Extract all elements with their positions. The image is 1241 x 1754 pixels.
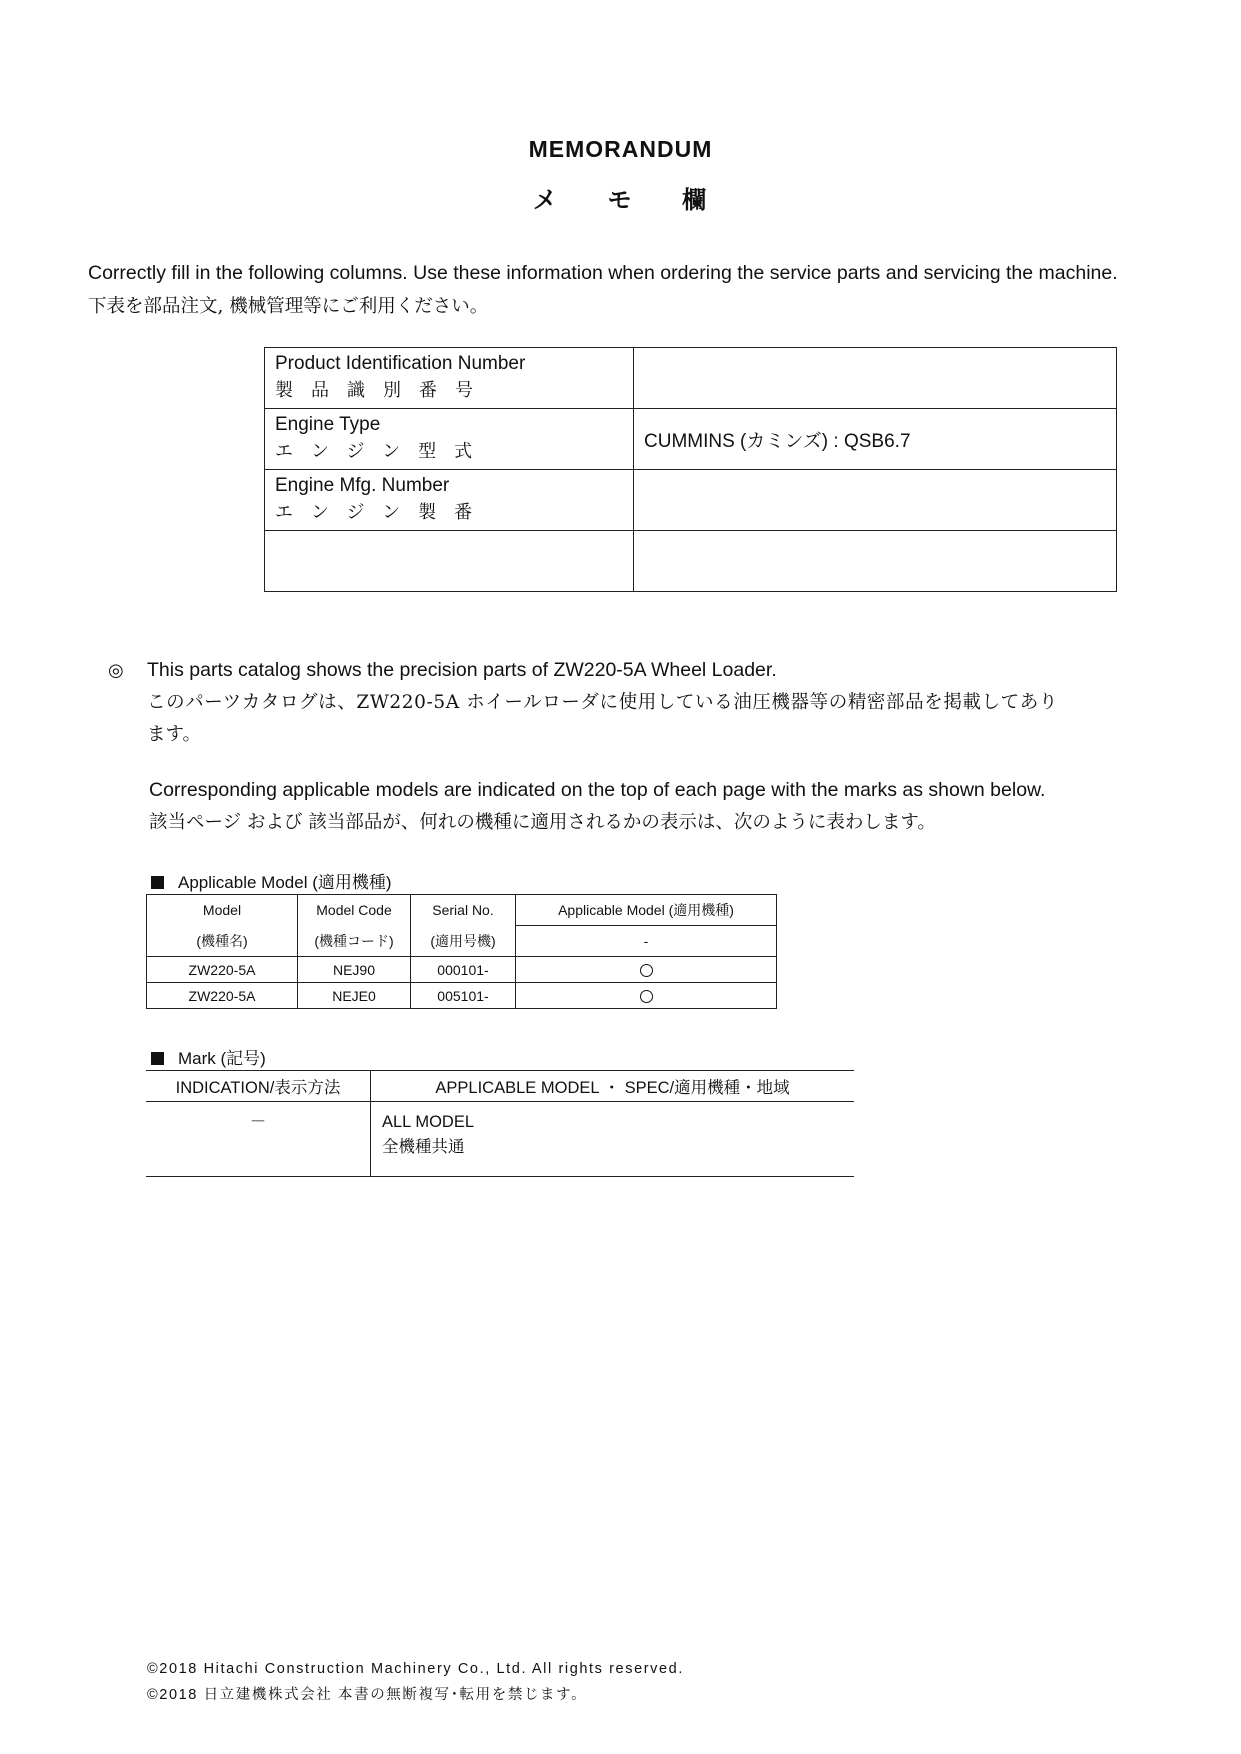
table-row	[147, 957, 777, 983]
footer-copyright-en: ©2018 Hitachi Construction Machinery Co., Ltd. All rights reserved.	[147, 1661, 684, 1677]
row-serial: 005101-	[411, 983, 516, 1009]
mark-description	[371, 1102, 855, 1177]
circle-mark-icon	[640, 964, 653, 977]
circle-mark-icon	[640, 990, 653, 1003]
mark-body-row	[146, 1102, 854, 1177]
mark-header-applicable: APPLICABLE MODEL ・ SPEC/適用機種・地域	[371, 1071, 855, 1102]
page-subtitle: メ モ 欄	[532, 187, 709, 214]
applicable-header-row	[147, 895, 777, 926]
memo-label-cell	[265, 409, 634, 470]
applicable-model-heading	[151, 868, 392, 893]
memo-value-engine-type[interactable]: CUMMINS (カミンズ) : QSB6.7	[634, 409, 1117, 470]
header-serial-no: Serial No.	[411, 895, 516, 926]
memo-row-engine-mfg	[265, 470, 1117, 531]
corresponding-note-english: Corresponding applicable models are indicated on the top of each page with the marks as shown below.	[149, 779, 1046, 801]
memo-row-blank	[265, 531, 1117, 592]
row-applicable	[516, 983, 777, 1009]
row-model-code: NEJ90	[298, 957, 411, 983]
catalog-note-japanese-line2: ます。	[147, 724, 202, 745]
memo-value-product-id[interactable]	[634, 348, 1117, 409]
mark-heading	[151, 1044, 266, 1069]
memo-label-en: Product Identification Number	[275, 353, 526, 374]
catalog-note-english: This parts catalog shows the precision parts of ZW220-5A Wheel Loader.	[147, 659, 777, 681]
page-title: MEMORANDUM	[528, 136, 713, 162]
header-applicable-dash: -	[516, 926, 777, 957]
mark-header-row	[146, 1071, 854, 1102]
memo-label-cell	[265, 470, 634, 531]
applicable-header-row-jp	[147, 926, 777, 957]
mark-indication: －	[146, 1102, 371, 1177]
memo-value-engine-mfg[interactable]	[634, 470, 1117, 531]
table-row	[147, 983, 777, 1009]
memo-label-jp: エンジン製番	[275, 502, 491, 523]
memo-label-jp: エンジン型式	[275, 441, 491, 462]
row-model: ZW220-5A	[147, 983, 298, 1009]
memo-label-en: Engine Type	[275, 414, 381, 435]
mark-desc-jp: 全機種共通	[382, 1138, 465, 1156]
header-serial-no-jp: (適用号機)	[411, 926, 516, 957]
footer-copyright-jp: ©2018 日立建機株式会社 本書の無断複写･転用を禁じます。	[147, 1687, 588, 1703]
header-applicable-model: Applicable Model (適用機種)	[516, 895, 777, 926]
row-applicable	[516, 957, 777, 983]
catalog-note-japanese-line1: このパーツカタログは、ZW220-5A ホイールローダに使用している油圧機器等の精密部品を掲載してあり	[147, 692, 1058, 713]
double-circle-icon: ◎	[108, 660, 124, 680]
memo-label-cell	[265, 348, 634, 409]
memo-label-blank[interactable]	[265, 531, 634, 592]
mark-heading-text: Mark (記号)	[178, 1049, 266, 1068]
applicable-model-table	[146, 894, 777, 1009]
intro-japanese: 下表を部品注文, 機械管理等にご利用ください。	[88, 296, 489, 317]
memo-table	[264, 347, 1117, 592]
applicable-model-heading-text: Applicable Model (適用機種)	[178, 873, 392, 892]
header-model: Model	[147, 895, 298, 926]
mark-desc-en: ALL MODEL	[382, 1113, 475, 1131]
header-model-code: Model Code	[298, 895, 411, 926]
memo-row-product-id	[265, 348, 1117, 409]
row-model-code: NEJE0	[298, 983, 411, 1009]
mark-header-indication: INDICATION/表示方法	[146, 1071, 371, 1102]
header-model-code-jp: (機種コード)	[298, 926, 411, 957]
row-model: ZW220-5A	[147, 957, 298, 983]
mark-table	[146, 1070, 854, 1177]
corresponding-note-japanese: 該当ページ および 該当部品が、何れの機種に適用されるかの表示は、次のように表わします。	[149, 812, 936, 833]
header-model-jp: (機種名)	[147, 926, 298, 957]
intro-english: Correctly fill in the following columns. Use these information when ordering the service parts and servicing the machine.	[88, 262, 1118, 284]
memo-value-blank[interactable]	[634, 531, 1117, 592]
row-serial: 000101-	[411, 957, 516, 983]
memo-label-jp: 製品識別番号	[275, 380, 491, 401]
square-bullet-icon	[151, 876, 164, 889]
memo-label-en: Engine Mfg. Number	[275, 475, 450, 496]
square-bullet-icon	[151, 1052, 164, 1065]
memo-row-engine-type	[265, 409, 1117, 470]
